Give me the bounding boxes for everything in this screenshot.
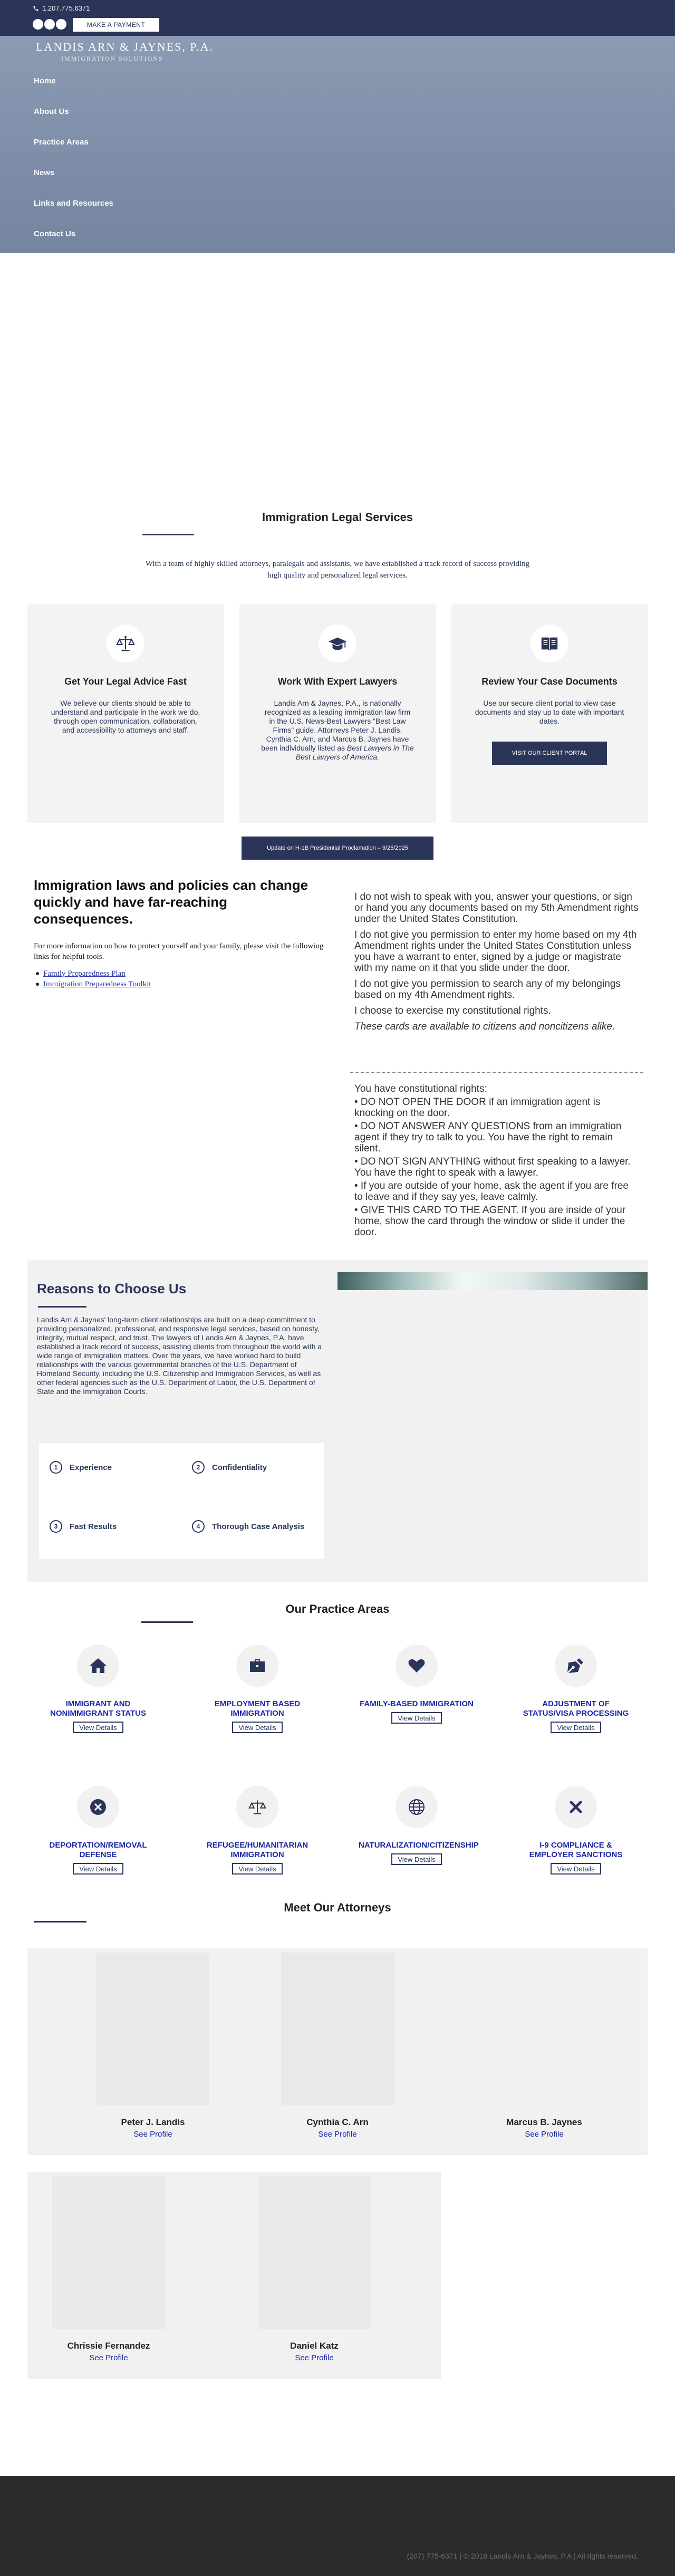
font-size-icon[interactable] [44,19,55,30]
reasons-text: Landis Arn & Jaynes' long-term client relationships are built on a deep commitment to providing personalized, professional, and responsive legal services, based on honesty, integrity, mutual respect, and trust. The lawyers of Landis Arn & Jaynes, P.A. have established a track record of success, assisting clients from throughout the world with a wide range of immigration matters. Over the years, we have worked hard to build relationships with the various governmental branches of the U.S. Department of Homeland Security, including the U.S. Citizenship and Immigration Services, as well as other federal agencies such as the U.S. Department of Labor, the U.S. Department of State and the Immigration Courts. [37,1315,322,1396]
practice-area-card [359,1786,479,1865]
practice-area-label: DEPORTATION/REMOVAL DEFENSE [49,1841,147,1859]
site-footer [0,2476,675,2576]
attorney-name: Chrissie Fernandez [67,2341,150,2351]
phone-icon [33,5,39,12]
nav-news[interactable]: News [34,168,55,177]
see-profile-link[interactable]: See Profile [133,2130,172,2139]
reason-case-analysis [192,1520,304,1533]
rights-list-item: • If you are outside of your home, ask the agent if you are free to leave and if they say yes, leave calmly. [354,1180,629,1203]
attorney-name: Peter J. Landis [121,2117,185,2127]
view-details-button[interactable]: View Details [551,1722,601,1733]
practice-icon-wrap [236,1645,278,1687]
briefcase-icon [248,1656,267,1675]
site-logo[interactable] [36,40,214,63]
services-title-rule [142,534,194,535]
make-payment-button[interactable]: MAKE A PAYMENT [73,18,159,32]
practice-area-label: REFUGEE/HUMANITARIAN IMMIGRATION [206,1841,308,1859]
view-details-button[interactable]: View Details [232,1722,283,1733]
globe-icon [407,1798,426,1816]
practice-icon-wrap [555,1786,597,1828]
policy-links [36,968,151,989]
reason-label: Thorough Case Analysis [212,1522,305,1531]
link-preparedness-toolkit[interactable]: Immigration Preparedness Toolkit [36,979,151,989]
practice-icon-wrap [77,1645,119,1687]
services-title: Immigration Legal Services [262,511,413,524]
see-profile-link[interactable]: See Profile [525,2130,564,2139]
nav-practice-areas[interactable]: Practice Areas [34,138,89,147]
feature-title: Work With Expert Lawyers [277,676,398,687]
main-nav [34,76,113,259]
graduation-cap-icon [327,633,348,653]
attorney-name: Cynthia C. Arn [306,2117,369,2127]
link-family-preparedness[interactable]: Family Preparedness Plan [36,968,151,979]
practice-area-label: I-9 COMPLIANCE & EMPLOYER SANCTIONS [529,1841,623,1859]
nav-about-us[interactable]: About Us [34,107,69,116]
reasons-grid [39,1443,324,1559]
see-profile-link[interactable]: See Profile [295,2353,334,2362]
attorney-card [235,2176,393,2362]
practice-area-card [518,1786,634,1875]
practice-area-card [518,1645,634,1733]
feature-text-main: Landis Arn & Jaynes, P.A., is nationally recognized as a leading immigration law firm in the U.S. News-Best Lawyers “Best Law Firms” guide. Attorneys Peter J. Landis, Cynthia C. Arn, and Marcus B. Jaynes have been individually listed as [261,699,411,752]
view-details-button[interactable]: View Details [391,1712,442,1724]
scales-icon [248,1798,267,1816]
policy-heading: Immigration laws and policies can change quickly and have far-reaching consequences. [34,877,308,927]
feature-icon-wrap [319,624,356,662]
attorney-photo[interactable] [281,1953,394,2106]
attorneys-title: Meet Our Attorneys [284,1901,391,1914]
practice-area-card [359,1645,475,1724]
footer-copyright: (207) 775-6371 | © 2018 Landis Arn & Jaynes, P.A | All rights reserved. [407,2552,638,2560]
reason-number: 3 [50,1520,62,1533]
see-profile-link[interactable]: See Profile [89,2353,128,2362]
reasons-section [27,1260,648,1582]
feature-title: Get Your Legal Advice Fast [64,676,187,687]
phone-number[interactable] [33,4,90,12]
rights-list-title: You have constitutional rights: [354,1083,487,1094]
rights-list-item: • DO NOT SIGN ANYTHING without first speaking to a lawyer. You have the right to speak with a lawyer. [354,1156,631,1178]
scales-icon [115,633,136,653]
feature-icon-wrap [531,624,568,662]
attorney-name: Daniel Katz [290,2341,339,2351]
attorneys-title-rule [34,1921,86,1923]
attorney-name: Marcus B. Jaynes [506,2117,582,2127]
cut-line-divider [350,1072,643,1073]
reason-number: 2 [192,1461,205,1474]
reason-experience [50,1461,112,1474]
practice-area-card [40,1786,156,1875]
heart-icon [407,1656,426,1675]
reason-label: Confidentiality [212,1463,267,1472]
practice-area-card [199,1645,315,1733]
reasons-title: Reasons to Choose Us [37,1281,187,1296]
house-icon [89,1656,108,1675]
view-details-button[interactable]: View Details [232,1863,283,1875]
attorney-photo[interactable] [52,2176,165,2329]
feature-legal-advice [27,604,224,823]
phone-text: 1.207.775.6371 [42,4,90,12]
feature-expert-lawyers [239,604,436,823]
logo-tagline: IMMIGRATION SOLUTIONS [61,55,163,62]
attorney-card [465,1953,623,2139]
practice-area-label: NATURALIZATION/CITIZENSHIP [359,1841,479,1850]
contrast-toggle-icon[interactable] [33,19,43,30]
practice-area-label: EMPLOYMENT BASED IMMIGRATION [214,1699,301,1718]
feature-text-italic: Best Lawyers in The Best Lawyers of America. [295,744,414,761]
practice-icon-wrap [555,1645,597,1687]
reason-label: Experience [70,1463,112,1472]
x-circle-icon [89,1798,108,1816]
rights-card-front [354,891,639,1037]
rights-card-back [354,1083,639,1240]
view-details-button[interactable]: View Details [73,1863,123,1875]
reason-label: Fast Results [70,1522,117,1531]
feature-text: Use our secure client portal to view case documents and stay up to date with important dates. [475,699,624,725]
rights-statement: I do not wish to speak with you, answer your questions, or sign or hand you any documents based on my 5th Amendment rights under the United States Constitution. [354,891,639,925]
rights-statement: I choose to exercise my constitutional rights. [354,1005,551,1016]
policy-text: For more information on how to protect yourself and your family, please visit the following links for helpful tools. [34,942,324,961]
accessibility-controls[interactable] [33,19,68,31]
reason-number: 1 [50,1461,62,1474]
rights-note: These cards are available to citizens and noncitizens alike. [354,1021,615,1032]
reason-number: 4 [192,1520,205,1533]
reasons-title-rule [38,1306,86,1308]
feature-text: We believe our clients should be able to understand and participate in the work we do, through open communication, collaboration, and accessibility to attorneys and staff. [51,699,200,734]
practice-area-card [199,1786,315,1875]
top-bar [0,0,675,36]
hero-banner [0,36,675,253]
rights-list-item: • DO NOT OPEN THE DOOR if an immigration agent is knocking on the door. [354,1097,601,1119]
see-profile-link[interactable]: See Profile [318,2130,357,2139]
practice-icon-wrap [77,1786,119,1828]
practice-area-label: FAMILY-BASED IMMIGRATION [360,1699,474,1708]
rights-list-item: • DO NOT ANSWER ANY QUESTIONS from an immigration agent if they try to talk to you. You have the right to remain silent. [354,1121,622,1154]
rights-statement: I do not give you permission to search any of my belongings based on my 4th Amendment rights. [354,978,621,1001]
reason-fast-results [50,1520,117,1533]
attorney-card [30,2176,188,2362]
logo-firm-name: LANDIS ARN & JAYNES, P.A. [36,40,214,53]
rights-statement: I do not give you permission to enter my home based on my 4th Amendment rights under the United States Constitution unless you have a warrant to enter, signed by a judge or magistrate with my name on it that you slide under the door. [354,929,637,974]
feature-text [261,699,414,762]
attorney-photo[interactable] [488,1953,601,2106]
practice-icon-wrap [396,1786,438,1828]
practice-area-label: IMMIGRANT AND NONIMMIGRANT STATUS [50,1699,146,1718]
practice-area-card [40,1645,156,1733]
feature-case-documents [451,604,648,823]
practice-title: Our Practice Areas [285,1602,390,1616]
feature-title: Review Your Case Documents [481,676,618,687]
nav-links-resources[interactable]: Links and Resources [34,199,113,208]
view-details-button[interactable]: View Details [551,1863,601,1875]
view-details-button[interactable]: View Details [391,1853,442,1865]
client-portal-button[interactable]: VISIT OUR CLIENT PORTAL [492,742,607,765]
tools-icon [566,1798,585,1816]
nav-contact-us[interactable]: Contact Us [34,229,76,238]
practice-title-rule [141,1621,193,1623]
attorney-photo[interactable] [258,2176,371,2329]
attorney-photo[interactable] [97,1953,209,2106]
view-details-button[interactable]: View Details [73,1722,123,1733]
reason-confidentiality [192,1461,267,1474]
language-icon[interactable] [56,19,66,30]
reasons-photo [338,1272,648,1290]
h1b-update-button[interactable]: Update on H-1B Presidential Proclamation – 9/25/2025 [242,837,433,860]
nav-home[interactable]: Home [34,76,56,85]
feature-icon-wrap [107,624,144,662]
services-intro: With a team of highly skilled attorneys, paralegals and assistants, we have established a track record of success providing high quality and personalized legal services. [145,560,530,580]
practice-icon-wrap [396,1645,438,1687]
practice-icon-wrap [236,1786,278,1828]
pen-nib-icon [566,1656,585,1675]
open-book-icon [539,633,560,653]
attorney-card [74,1953,232,2139]
attorney-card [258,1953,417,2139]
rights-list-item: • GIVE THIS CARD TO THE AGENT. If you are inside of your home, show the card through the window or slide it under the door. [354,1205,626,1238]
practice-area-label: ADJUSTMENT OF STATUS/VISA PROCESSING [523,1699,629,1718]
